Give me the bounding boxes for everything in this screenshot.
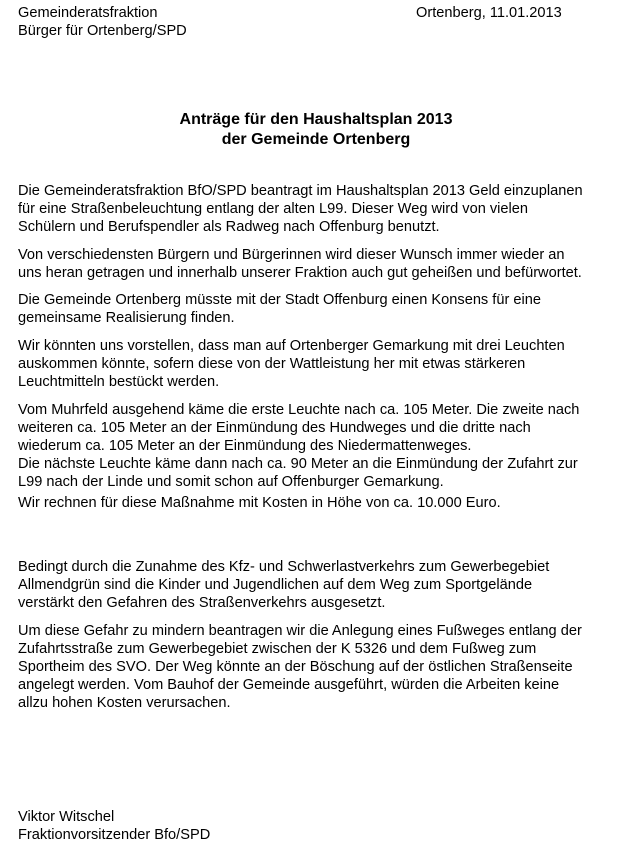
- text-line: Die nächste Leuchte käme dann nach ca. 90 Meter an die Einmündung der Zufahrt zur: [18, 456, 578, 472]
- text-line: verstärkt den Gefahren des Straßenverkehrs ausgesetzt.: [18, 595, 386, 611]
- text-line: uns heran getragen und innerhalb unserer Fraktion auch gut geheißen und befürwortet.: [18, 265, 582, 281]
- text-line: Die Gemeinderatsfraktion BfO/SPD beantragt im Haushaltsplan 2013 Geld einzuplanen: [18, 183, 583, 199]
- paragraph-consensus: [18, 291, 622, 327]
- text-line: Zufahrtsstraße zum Gewerbegebiet zwischen der K 5326 und dem Fußweg zum: [18, 641, 537, 657]
- paragraph-streetlight-request: [18, 182, 622, 236]
- paragraph-three-lights: [18, 337, 622, 391]
- sender-line: Gemeinderatsfraktion: [18, 5, 158, 21]
- signature-block: [18, 808, 210, 844]
- paragraph-footpath-request: [18, 622, 622, 712]
- text-line: Wir rechnen für diese Maßnahme mit Kosten in Höhe von ca. 10.000 Euro.: [18, 495, 501, 511]
- text-line: Um diese Gefahr zu mindern beantragen wir die Anlegung eines Fußweges entlang der: [18, 623, 582, 639]
- letter-date: Ortenberg, 11.01.2013: [416, 5, 562, 21]
- sender-block: [18, 4, 187, 40]
- document-title: [0, 110, 632, 150]
- text-line: Die Gemeinde Ortenberg müsste mit der Stadt Offenburg einen Konsens für eine: [18, 292, 541, 308]
- text-line: wiederum ca. 105 Meter an der Einmündung des Niedermattenweges.: [18, 438, 472, 454]
- text-line: gemeinsame Realisierung finden.: [18, 310, 235, 326]
- text-line: für eine Straßenbeleuchtung entlang der alten L99. Dieser Weg wird von vielen: [18, 201, 529, 217]
- text-line: auskommen könnte, sofern diese von der Wattleistung her mit etwas stärkeren: [18, 356, 526, 372]
- signer-role: Fraktionvorsitzender Bfo/SPD: [18, 827, 211, 843]
- paragraph-light-positions: [18, 401, 622, 491]
- title-line: Anträge für den Haushaltsplan 2013: [179, 111, 453, 128]
- paragraph-traffic-danger: [18, 558, 622, 612]
- text-line: Leuchtmitteln bestückt werden.: [18, 374, 220, 390]
- text-line: Vom Muhrfeld ausgehend käme die erste Leuchte nach ca. 105 Meter. Die zweite nach: [18, 402, 580, 418]
- text-line: Sportheim des SVO. Der Weg könnte an der Böschung auf der östlichen Straßenseite: [18, 659, 573, 675]
- text-line: Allmendgrün sind die Kinder und Jugendlichen auf dem Weg zum Sportgelände: [18, 577, 533, 593]
- title-line: der Gemeinde Ortenberg: [221, 131, 411, 148]
- text-line: L99 nach der Linde und somit schon auf Offenburger Gemarkung.: [18, 474, 444, 490]
- sender-line: Bürger für Ortenberg/SPD: [18, 23, 187, 39]
- text-line: angelegt werden. Vom Bauhof der Gemeinde ausgeführt, würden die Arbeiten keine: [18, 677, 560, 693]
- text-line: weiteren ca. 105 Meter an der Einmündung des Hundweges und die dritte nach: [18, 420, 531, 436]
- text-line: Wir könnten uns vorstellen, dass man auf Ortenberger Gemarkung mit drei Leuchten: [18, 338, 565, 354]
- signer-name: Viktor Witschel: [18, 809, 115, 825]
- text-line: allzu hohen Kosten verursachen.: [18, 695, 231, 711]
- text-line: Schülern und Berufspendler als Radweg nach Offenburg benutzt.: [18, 219, 440, 235]
- paragraph-citizen-wish: [18, 246, 622, 282]
- text-line: Von verschiedensten Bürgern und Bürgerinnen wird dieser Wunsch immer wieder an: [18, 247, 565, 263]
- paragraph-cost-estimate: [18, 494, 622, 512]
- text-line: Bedingt durch die Zunahme des Kfz- und Schwerlastverkehrs zum Gewerbegebiet: [18, 559, 550, 575]
